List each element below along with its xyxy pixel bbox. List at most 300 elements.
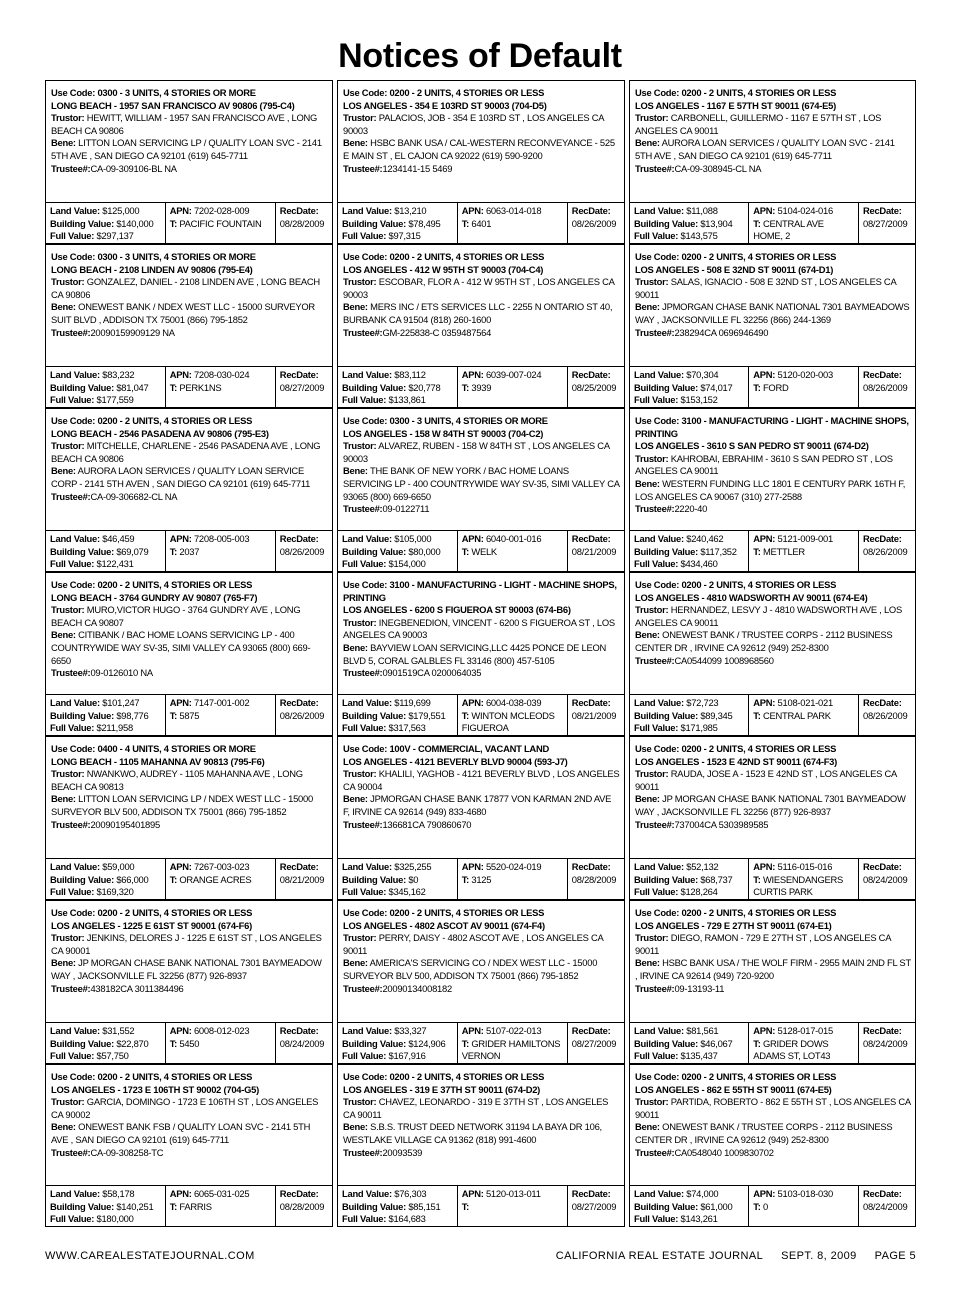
building-value: $69,079	[116, 545, 149, 557]
land-value: $70,304	[686, 369, 719, 380]
tract-line	[753, 382, 855, 395]
trustor-value: GONZALEZ, DANIEL - 2108 LINDEN AVE , LONG BEACH CA 90806	[51, 276, 320, 300]
building-value: $140,251	[116, 1200, 154, 1212]
tract-line	[170, 1038, 272, 1051]
recdate-cell	[858, 531, 915, 571]
building-value-line	[342, 710, 454, 723]
apn-label: APN:	[169, 697, 192, 708]
bene-value: WESTERN FUNDING LLC 1801 E CENTURY PARK 16TH F, LOS ANGELES CA 90067 (310) 277-2588	[635, 477, 906, 502]
land-value-label: Land Value:	[342, 1188, 392, 1199]
bene-value: JPMORGAN CHASE BANK 17877 VON KARMAN 2ND AVE F, IRVINE CA 92614 (949) 833-4680	[343, 793, 612, 817]
trustee-value: 09-0126010 NA	[90, 667, 153, 679]
recdate-cell	[567, 367, 624, 407]
property-values	[630, 366, 915, 407]
trustor-value: NWANKWO, AUDREY - 1105 MAHANNA AVE , LONG BEACH CA 90813	[51, 768, 303, 792]
recdate-value: 08/21/2009	[571, 709, 617, 721]
tract-value: 3939	[471, 381, 492, 393]
tract-value: FORD	[762, 381, 789, 393]
land-value-line	[342, 205, 454, 218]
recdate-label: RecDate:	[862, 697, 902, 708]
trustor-line	[51, 768, 328, 793]
apn-value: 5120-020-003	[777, 369, 833, 380]
bene-value: JP MORGAN CHASE BANK NATIONAL 7301 BAYMEADOW WAY , JACKSONVILLE FL 32256 (877) 926-8937	[635, 793, 906, 817]
trustee-line	[635, 327, 911, 340]
trustee-label: Trustee#:	[343, 503, 383, 515]
full-value-line	[342, 886, 454, 899]
trustee-line	[635, 655, 911, 668]
land-value-label: Land Value:	[50, 369, 100, 380]
tract-value: ORANGE ACRES	[179, 873, 252, 885]
bene-label: Bene:	[51, 1121, 76, 1133]
recdate-label: RecDate:	[571, 861, 611, 872]
land-value: $325,255	[394, 861, 432, 872]
bene-label: Bene:	[635, 957, 660, 969]
trustee-line	[51, 163, 328, 176]
land-value: $72,723	[686, 697, 719, 708]
trustee-label: Trustee#:	[343, 818, 383, 830]
trustee-label: Trustee#:	[635, 654, 675, 666]
land-value-line	[342, 1025, 454, 1038]
land-value-line	[634, 1025, 745, 1038]
building-value-label: Building Value:	[342, 1200, 406, 1212]
bene-value: AURORA LOAN SERVICES / QUALITY LOAN SVC - 2141 5TH AVE , SAN DIEGO CA 92101 (619) 645-7711	[635, 137, 895, 161]
full-value: $154,000	[388, 558, 426, 570]
tract-label: T:	[461, 873, 469, 885]
recdate-label: RecDate:	[862, 861, 902, 872]
land-value: $119,699	[394, 697, 431, 708]
apn-label: APN:	[753, 1025, 776, 1036]
trustee-label: Trustee#:	[635, 503, 675, 515]
trustee-label: Trustee#:	[51, 667, 91, 679]
trustee-value: 0901519CA 0200064035	[382, 667, 482, 679]
apn-label: APN:	[461, 205, 484, 216]
trustee-value: 09-13193-11	[674, 982, 725, 994]
trustor-value: KAHROBAI, EBRAHIM - 3610 S SAN PEDRO ST , LOS ANGELES CA 90011	[635, 452, 893, 477]
notice-description	[630, 901, 915, 1022]
land-value: $76,303	[394, 1188, 427, 1199]
apn-value: 5103-018-030	[777, 1188, 833, 1199]
notice-card	[337, 900, 625, 1064]
full-value: $345,162	[388, 886, 426, 898]
notice-card	[337, 736, 625, 900]
tract-label: T:	[753, 545, 761, 557]
full-value-label: Full Value:	[634, 886, 679, 898]
tract-line	[462, 218, 564, 231]
building-value: $20,778	[408, 381, 441, 393]
recdate-label: RecDate:	[571, 1188, 611, 1199]
tract-value: CENTRAL PARK	[762, 709, 831, 721]
tract-value: 5450	[179, 1037, 200, 1049]
trustee-label: Trustee#:	[51, 1146, 91, 1158]
use-code: Use Code: 0200 - 2 UNITS, 4 STORIES OR LESS	[635, 743, 837, 754]
bene-value: AURORA LAON SERVICES / QUALITY LOAN SERVICE CORP - 2141 5TH AVEN , SAN DIEGO CA 92101 (619) 645-7711	[51, 465, 311, 489]
building-value: $117,352	[700, 545, 737, 557]
trustee-value: 737004CA 5303989585	[674, 818, 769, 830]
recdate-value: 08/28/2009	[571, 873, 617, 885]
trustee-label: Trustee#:	[343, 667, 383, 679]
property-address: LOS ANGELES - 1167 E 57TH ST 90011 (674-E5)	[635, 99, 836, 111]
values-cell	[46, 367, 165, 407]
use-code: Use Code: 0200 - 2 UNITS, 4 STORIES OR LESS	[635, 251, 837, 262]
bene-value: AMERICA'S SERVICING CO / NDEX WEST LLC - 15000 SURVEYOR BLV 500, ADDISON TX 75001 (866) 795-1852	[343, 957, 598, 981]
full-value-line	[342, 230, 454, 243]
full-value-line	[50, 722, 162, 735]
trustee-label: Trustee#:	[635, 818, 675, 830]
tract-label: T:	[753, 709, 761, 721]
property-values	[46, 366, 332, 407]
apn-cell	[457, 859, 567, 899]
full-value-line	[634, 1213, 745, 1226]
apn-label: APN:	[169, 205, 192, 216]
recdate-value: 08/24/2009	[862, 873, 908, 885]
building-value-label: Building Value:	[342, 709, 406, 721]
tract-line	[462, 546, 564, 559]
full-value-line	[342, 558, 454, 571]
apn-value: 5107-022-013	[485, 1025, 542, 1036]
notice-description	[630, 737, 915, 858]
full-value-label: Full Value:	[634, 1213, 679, 1225]
tract-label: T:	[169, 217, 177, 229]
full-value-label: Full Value:	[634, 394, 679, 406]
building-value-label: Building Value:	[50, 217, 114, 229]
trustee-line	[343, 983, 620, 996]
property-address: LONG BEACH - 2546 PASADENA AV 90806 (795-E3)	[51, 427, 269, 439]
values-cell	[630, 859, 748, 899]
bene-label: Bene:	[51, 957, 76, 969]
land-value-label: Land Value:	[50, 533, 100, 544]
values-cell	[338, 367, 457, 407]
trustor-line	[343, 932, 620, 957]
land-value: $125,000	[102, 205, 140, 216]
recdate-label: RecDate:	[279, 1188, 319, 1199]
building-value-line	[50, 546, 162, 559]
tract-value: 3125	[471, 873, 492, 885]
full-value-label: Full Value:	[342, 394, 387, 406]
land-value-label: Land Value:	[342, 533, 392, 544]
full-value-label: Full Value:	[634, 1050, 679, 1062]
trustor-label: Trustor:	[343, 768, 377, 780]
trustee-line	[51, 491, 328, 504]
recdate-cell	[567, 1023, 624, 1063]
building-value-line	[634, 874, 745, 887]
tract-value: PACIFIC FOUNTAIN	[179, 217, 262, 229]
building-value-line	[634, 710, 745, 723]
recdate-label: RecDate:	[862, 533, 902, 544]
apn-cell	[457, 1186, 567, 1226]
bene-label: Bene:	[343, 641, 368, 653]
bene-line	[343, 1121, 620, 1146]
trustee-value: 238294CA 0696946490	[674, 326, 769, 338]
notice-description	[46, 245, 332, 366]
property-values	[338, 366, 624, 407]
building-value-line	[50, 1201, 162, 1214]
bene-value: THE BANK OF NEW YORK / BAC HOME LOANS SERVICING LP - 400 COUNTRYWIDE WAY SV-35, SIMI VALLEY CA 93065 (800) 669-6650	[343, 465, 620, 502]
apn-value: 5104-024-016	[777, 205, 833, 216]
recdate-value: 08/26/2009	[279, 545, 325, 557]
building-value-label: Building Value:	[50, 1037, 114, 1049]
building-value: $66,000	[116, 873, 149, 885]
trustor-value: CARBONELL, GUILLERMO - 1167 E 57TH ST , LOS ANGELES CA 90011	[635, 112, 882, 136]
building-value-label: Building Value:	[634, 1037, 698, 1049]
trustor-value: PARTIDA, ROBERTO - 862 E 55TH ST , LOS ANGELES CA 90011	[635, 1096, 911, 1120]
building-value-label: Building Value:	[342, 217, 406, 229]
full-value-label: Full Value:	[50, 1213, 95, 1225]
trustor-line	[343, 1096, 620, 1121]
bene-label: Bene:	[51, 301, 76, 313]
use-code: Use Code: 0200 - 2 UNITS, 4 STORIES OR LESS	[635, 1071, 837, 1082]
tract-label: T:	[753, 1200, 761, 1212]
full-value-label: Full Value:	[342, 722, 387, 734]
building-value: $81,047	[116, 381, 149, 393]
property-address: LONG BEACH - 3764 GUNDRY AV 90807 (765-F7)	[51, 591, 258, 603]
recdate-label: RecDate:	[279, 861, 319, 872]
building-value-label: Building Value:	[634, 381, 698, 393]
trustor-line	[51, 1096, 328, 1121]
trustor-label: Trustor:	[343, 932, 377, 944]
trustor-value: SALAS, IGNACIO - 508 E 32ND ST , LOS ANGELES CA 90011	[635, 276, 896, 300]
bene-line	[635, 1121, 911, 1146]
property-values	[338, 530, 624, 571]
trustee-label: Trustee#:	[51, 818, 91, 830]
building-value-label: Building Value:	[50, 1200, 114, 1212]
trustee-value: 09-0122711	[382, 503, 430, 515]
land-value-line	[634, 533, 745, 546]
notice-card	[629, 736, 916, 900]
bene-line	[343, 301, 620, 326]
values-cell	[338, 1023, 457, 1063]
building-value: $98,776	[116, 709, 149, 721]
use-code: Use Code: 0200 - 2 UNITS, 4 STORIES OR LESS	[343, 1071, 545, 1082]
trustor-line	[343, 440, 620, 465]
land-value-line	[342, 533, 454, 546]
apn-cell	[457, 367, 567, 407]
recdate-label: RecDate:	[862, 369, 902, 380]
bene-label: Bene:	[635, 137, 660, 149]
land-value-line	[634, 861, 745, 874]
trustor-value: JENKINS, DELORES J - 1225 E 61ST ST , LOS ANGELES CA 90001	[51, 932, 322, 956]
full-value: $122,431	[96, 558, 134, 570]
trustor-label: Trustor:	[635, 112, 669, 124]
bene-label: Bene:	[51, 137, 76, 149]
building-value-line	[50, 382, 162, 395]
full-value-line	[50, 1213, 162, 1226]
property-address: LOS ANGELES - 4802 ASCOT AV 90011 (674-F4)	[343, 919, 545, 931]
bene-value: ONEWEST BANK / TRUSTEE CORPS - 2112 BUSINESS CENTER DR , IRVINE CA 92612 (949) 252-8300	[635, 1121, 893, 1145]
use-code: Use Code: 0200 - 2 UNITS, 4 STORIES OR LESS	[635, 579, 837, 590]
bene-label: Bene:	[343, 1121, 368, 1133]
tract-label: T:	[169, 709, 177, 721]
apn-cell	[748, 367, 858, 407]
bene-line	[635, 629, 911, 654]
trustor-line	[635, 112, 911, 137]
trustee-line	[635, 819, 911, 832]
building-value-label: Building Value:	[342, 545, 406, 557]
apn-cell	[748, 1023, 858, 1063]
recdate-cell	[567, 695, 624, 735]
full-value: $164,683	[388, 1213, 426, 1225]
recdate-value: 08/21/2009	[279, 873, 325, 885]
recdate-label: RecDate:	[862, 1025, 902, 1036]
recdate-label: RecDate:	[862, 205, 902, 216]
bene-line	[635, 137, 911, 162]
land-value-line	[634, 369, 745, 382]
trustee-label: Trustee#:	[51, 490, 91, 502]
trustee-label: Trustee#:	[343, 1146, 383, 1158]
trustor-value: HEWITT, WILLIAM - 1957 SAN FRANCISCO AVE , LONG BEACH CA 90806	[51, 112, 318, 136]
building-value-line	[634, 546, 745, 559]
tract-value: CENTRAL AVE HOME, 2	[753, 217, 824, 242]
notice-card	[629, 408, 916, 572]
apn-label: APN:	[461, 533, 484, 544]
apn-label: APN:	[169, 1188, 192, 1199]
property-values	[338, 694, 624, 735]
bene-value: JPMORGAN CHASE BANK NATIONAL 7301 BAYMEADOWS WAY , JACKSONVILLE FL 32256 (866) 244-1369	[635, 301, 910, 325]
land-value: $46,459	[102, 533, 135, 544]
trustee-value: CA0544099 1008968560	[674, 654, 774, 666]
trustor-line	[635, 1096, 911, 1121]
property-address: LOS ANGELES - 4121 BEVERLY BLVD 90004 (593-J7)	[343, 755, 568, 767]
tract-value: WIESENDANGERS CURTIS PARK	[753, 873, 844, 898]
trustee-value: 438182CA 3011384496	[90, 982, 184, 994]
bene-value: JP MORGAN CHASE BANK NATIONAL 7301 BAYMEADOW WAY , JACKSONVILLE FL 32256 (877) 926-8937	[51, 957, 322, 981]
trustor-line	[343, 276, 620, 301]
trustor-line	[51, 112, 328, 137]
full-value-line	[50, 1050, 162, 1063]
trustor-value: MURO,VICTOR HUGO - 3764 GUNDRY AVE , LONG BEACH CA 90807	[51, 604, 301, 628]
land-value-label: Land Value:	[50, 1188, 100, 1199]
full-value-label: Full Value:	[342, 558, 387, 570]
property-values	[630, 530, 915, 571]
tract-line	[170, 1201, 272, 1214]
apn-cell	[748, 859, 858, 899]
bene-label: Bene:	[343, 957, 368, 969]
building-value-line	[634, 382, 745, 395]
property-address: LOS ANGELES - 1723 E 106TH ST 90002 (704-G5)	[51, 1083, 260, 1095]
bene-line	[343, 793, 620, 818]
land-value: $83,232	[102, 369, 135, 380]
apn-label: APN:	[753, 861, 776, 872]
recdate-value: 08/26/2009	[571, 217, 617, 229]
use-code: Use Code: 0300 - 3 UNITS, 4 STORIES OR MORE	[51, 251, 256, 262]
trustee-line	[51, 667, 328, 680]
property-address: LOS ANGELES - 4810 WADSWORTH AV 90011 (674-E4)	[635, 591, 868, 603]
recdate-cell	[858, 367, 915, 407]
values-cell	[46, 859, 165, 899]
bene-line	[635, 793, 911, 818]
land-value: $74,000	[686, 1188, 719, 1199]
tract-line	[753, 546, 855, 559]
recdate-label: RecDate:	[279, 1025, 319, 1036]
recdate-label: RecDate:	[279, 369, 319, 380]
notice-description	[338, 409, 624, 530]
apn-cell	[165, 367, 275, 407]
website-link[interactable]: WWW.CAREALESTATEJOURNAL.COM	[45, 1250, 255, 1262]
notice-description	[338, 81, 624, 202]
apn-cell	[457, 1023, 567, 1063]
trustor-line	[343, 617, 620, 642]
land-value-label: Land Value:	[634, 369, 684, 380]
use-code: Use Code: 0200 - 2 UNITS, 4 STORIES OR LESS	[51, 579, 253, 590]
values-cell	[338, 1186, 457, 1226]
notice-card	[45, 572, 333, 736]
full-value-line	[50, 230, 162, 243]
full-value: $317,563	[388, 722, 426, 734]
land-value: $105,000	[394, 533, 432, 544]
apn-line	[753, 697, 855, 710]
apn-label: APN:	[169, 533, 192, 544]
apn-cell	[748, 695, 858, 735]
trustee-value: CA0548040 1009830702	[674, 1146, 774, 1158]
trustee-value: 20090195401895	[90, 818, 160, 830]
building-value-label: Building Value:	[634, 1200, 698, 1212]
apn-value: 5116-015-016	[777, 861, 833, 872]
recdate-cell	[275, 695, 332, 735]
tract-value: PERK1NS	[179, 381, 222, 393]
property-address: LOS ANGELES - 729 E 27TH ST 90011 (674-E1)	[635, 919, 832, 931]
property-address: LOS ANGELES - 862 E 55TH ST 90011 (674-E5)	[635, 1083, 832, 1095]
recdate-value: 08/26/2009	[279, 709, 325, 721]
apn-line	[170, 861, 272, 874]
recdate-label: RecDate:	[571, 1025, 611, 1036]
recdate-value: 08/26/2009	[862, 381, 908, 393]
full-value: $180,000	[96, 1213, 134, 1225]
property-values	[630, 202, 915, 243]
recdate-cell	[858, 1023, 915, 1063]
use-code: Use Code: 0300 - 3 UNITS, 4 STORIES OR MORE	[51, 87, 256, 98]
tract-label: T:	[461, 709, 469, 721]
values-cell	[338, 695, 457, 735]
notice-description	[338, 245, 624, 366]
apn-value: 5121-009-001	[777, 533, 833, 544]
land-value-line	[634, 205, 745, 218]
use-code: Use Code: 0200 - 2 UNITS, 4 STORIES OR LESS	[51, 907, 253, 918]
trustor-value: HERNANDEZ, LESVY J - 4810 WADSWORTH AVE , LOS ANGELES CA 90011	[635, 604, 902, 628]
apn-value: 7147-001-002	[193, 697, 250, 708]
bene-line	[343, 642, 620, 667]
property-values	[46, 858, 332, 899]
tract-label: T:	[753, 1037, 761, 1049]
bene-label: Bene:	[635, 629, 660, 641]
building-value-line	[342, 546, 454, 559]
tract-value: 0	[762, 1200, 768, 1212]
trustee-label: Trustee#:	[343, 982, 383, 994]
apn-line	[753, 369, 855, 382]
property-values	[338, 202, 624, 243]
apn-value: 7267-003-023	[193, 861, 250, 872]
full-value-label: Full Value:	[50, 722, 95, 734]
apn-value: 6004-038-039	[485, 697, 542, 708]
notice-description	[630, 81, 915, 202]
trustor-value: CHAVEZ, LEONARDO - 319 E 37TH ST , LOS ANGELES CA 90011	[343, 1096, 609, 1120]
trustor-line	[51, 276, 328, 301]
full-value: $434,460	[680, 558, 718, 570]
trustor-label: Trustor:	[51, 112, 85, 124]
apn-cell	[457, 203, 567, 243]
property-address: LOS ANGELES - 319 E 37TH ST 90011 (674-D2)	[343, 1083, 541, 1095]
recdate-cell	[275, 1186, 332, 1226]
building-value: $140,000	[116, 217, 154, 229]
values-cell	[338, 203, 457, 243]
trustee-line	[51, 983, 328, 996]
trustor-label: Trustor:	[343, 616, 377, 628]
building-value-label: Building Value:	[634, 217, 698, 229]
notice-column-3	[629, 80, 916, 1227]
recdate-cell	[275, 859, 332, 899]
trustor-label: Trustor:	[51, 1096, 85, 1108]
values-cell	[630, 1023, 748, 1063]
full-value-label: Full Value:	[342, 1213, 387, 1225]
tract-line	[170, 218, 272, 231]
